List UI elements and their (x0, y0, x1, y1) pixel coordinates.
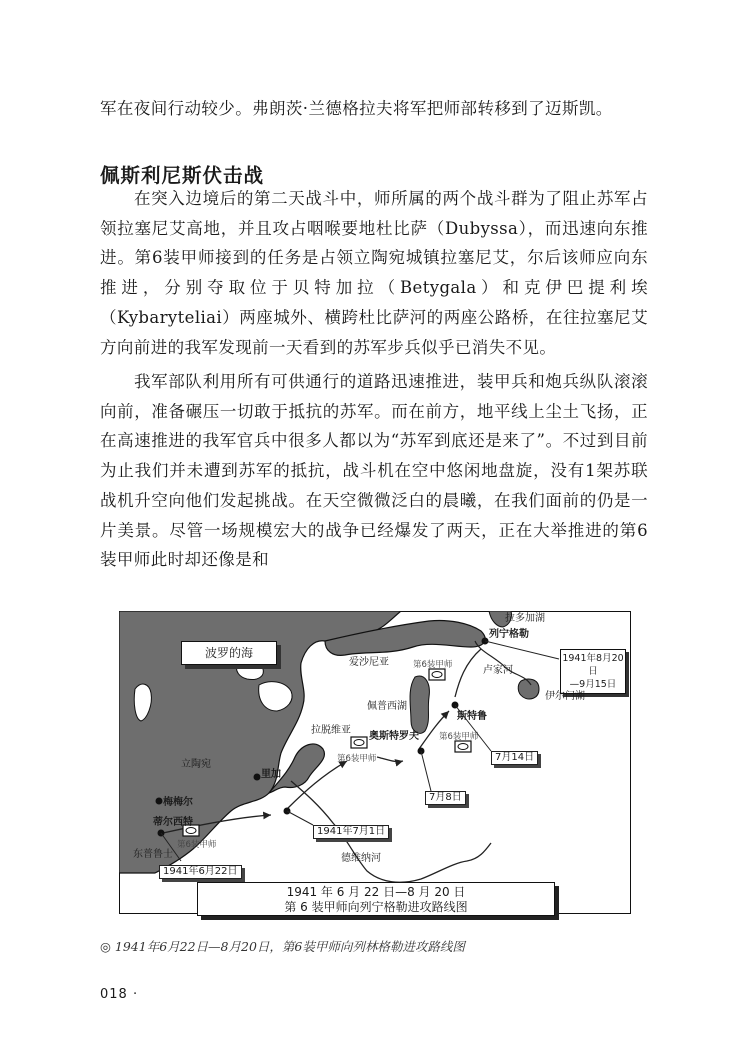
label-estonia: 爱沙尼亚 (349, 657, 389, 668)
label-dvina-river: 德维纳河 (341, 853, 381, 864)
date-tag-ostrov: 7月8日 (425, 791, 466, 805)
section-heading: 佩斯利尼斯伏击战 (100, 164, 265, 187)
label-unit-3: 第6装甲师 (439, 732, 479, 742)
label-latvia: 拉脱维亚 (311, 725, 351, 736)
continued-paragraph: 军在夜间行动较少。弗朗茨·兰德格拉夫将军把师部转移到了迈斯凯。 (100, 99, 613, 118)
date-tag-pskov: 7月14日 (491, 751, 538, 765)
map-title-line-2: 第 6 装甲师向列宁格勒进攻路线图 (284, 900, 468, 914)
paragraph-1: 在突入边境后的第二天战斗中，师所属的两个战斗群为了阻止苏军占领拉塞尼艾高地，并且攻占咽喉要地杜比萨（Dubyssa），而迅速向东推进。第6装甲师接到的任务是占领立陶宛城镇拉塞尼艾，尔后该师应向东推进，分别夺取位于贝特加拉（Betygala）和克伊巴提利埃（Kybaryteliai）两座城外、横跨杜比萨河的两座公路桥，在往拉塞尼艾方向前进的我军发现前一天看到的苏军步兵似乎已消失不见。 (100, 189, 648, 357)
label-unit-2: 第6装甲师 (337, 754, 377, 764)
route-map (119, 611, 631, 914)
paragraph-2: 我军部队利用所有可供通行的道路迅速推进，装甲兵和炮兵纵队滚滚向前，准备碾压一切敢于抵抗的苏军。而在前方，地平线上尘土飞扬，正在高速推进的我军官兵中很多人都以为“苏军到底还是来了”。不过到目前为止我们并未遭到苏军的抵抗，战斗机在空中悠闲地盘旋，没有1架苏联战机升空向他们发起挑战。在天空微微泛白的晨曦，在我们面前的仍是一片美景。尽管一场规模宏大的战争已经爆发了两天，正在大举推进的第6装甲师此时却还像是和 (100, 372, 648, 570)
label-tilsit: 蒂尔西特 (153, 817, 193, 828)
label-ilmen: 伊尔门湖 (545, 691, 585, 702)
label-east-prussia: 东普鲁士 (133, 849, 173, 860)
label-pskov: 斯特鲁 (457, 711, 487, 722)
date-range-box (560, 649, 626, 694)
label-memel: 梅梅尔 (163, 797, 193, 808)
figure-caption: ◎ 1941年6月22日—8月20日，第6装甲师向列林格勒进攻路线图 (100, 939, 465, 954)
label-unit-1: 第6装甲师 (177, 840, 217, 850)
label-unit-4: 第6装甲师 (413, 660, 453, 670)
label-riga: 里加 (261, 769, 281, 780)
date-range-line-1: 1941年8月20日 (562, 653, 624, 677)
lake-peipus-shape (410, 676, 429, 733)
page-number: 018 · (100, 987, 139, 1002)
unit-symbol-2 (351, 737, 367, 748)
date-tag-dvinsk: 1941年7月1日 (313, 825, 389, 839)
label-peipus: 佩普西湖 (367, 701, 407, 712)
map-title-box (197, 882, 555, 916)
city-dot-riga (254, 774, 261, 781)
label-leningrad: 列宁格勒 (489, 629, 529, 640)
date-tag-start: 1941年6月22日 (159, 865, 242, 879)
label-lithuania: 立陶宛 (181, 759, 211, 770)
label-ladoga: 拉多加湖 (505, 613, 545, 624)
baltic-sea-label: 波罗的海 (181, 641, 277, 665)
date-range-line-2: —9月15日 (569, 679, 617, 690)
label-luga-river: 卢家河 (483, 665, 513, 676)
city-dot-memel (156, 798, 163, 805)
label-ostrov: 奥斯特罗夫 (369, 731, 419, 742)
map-title-line-1: 1941 年 6 月 22 日—8 月 20 日 (286, 885, 466, 899)
